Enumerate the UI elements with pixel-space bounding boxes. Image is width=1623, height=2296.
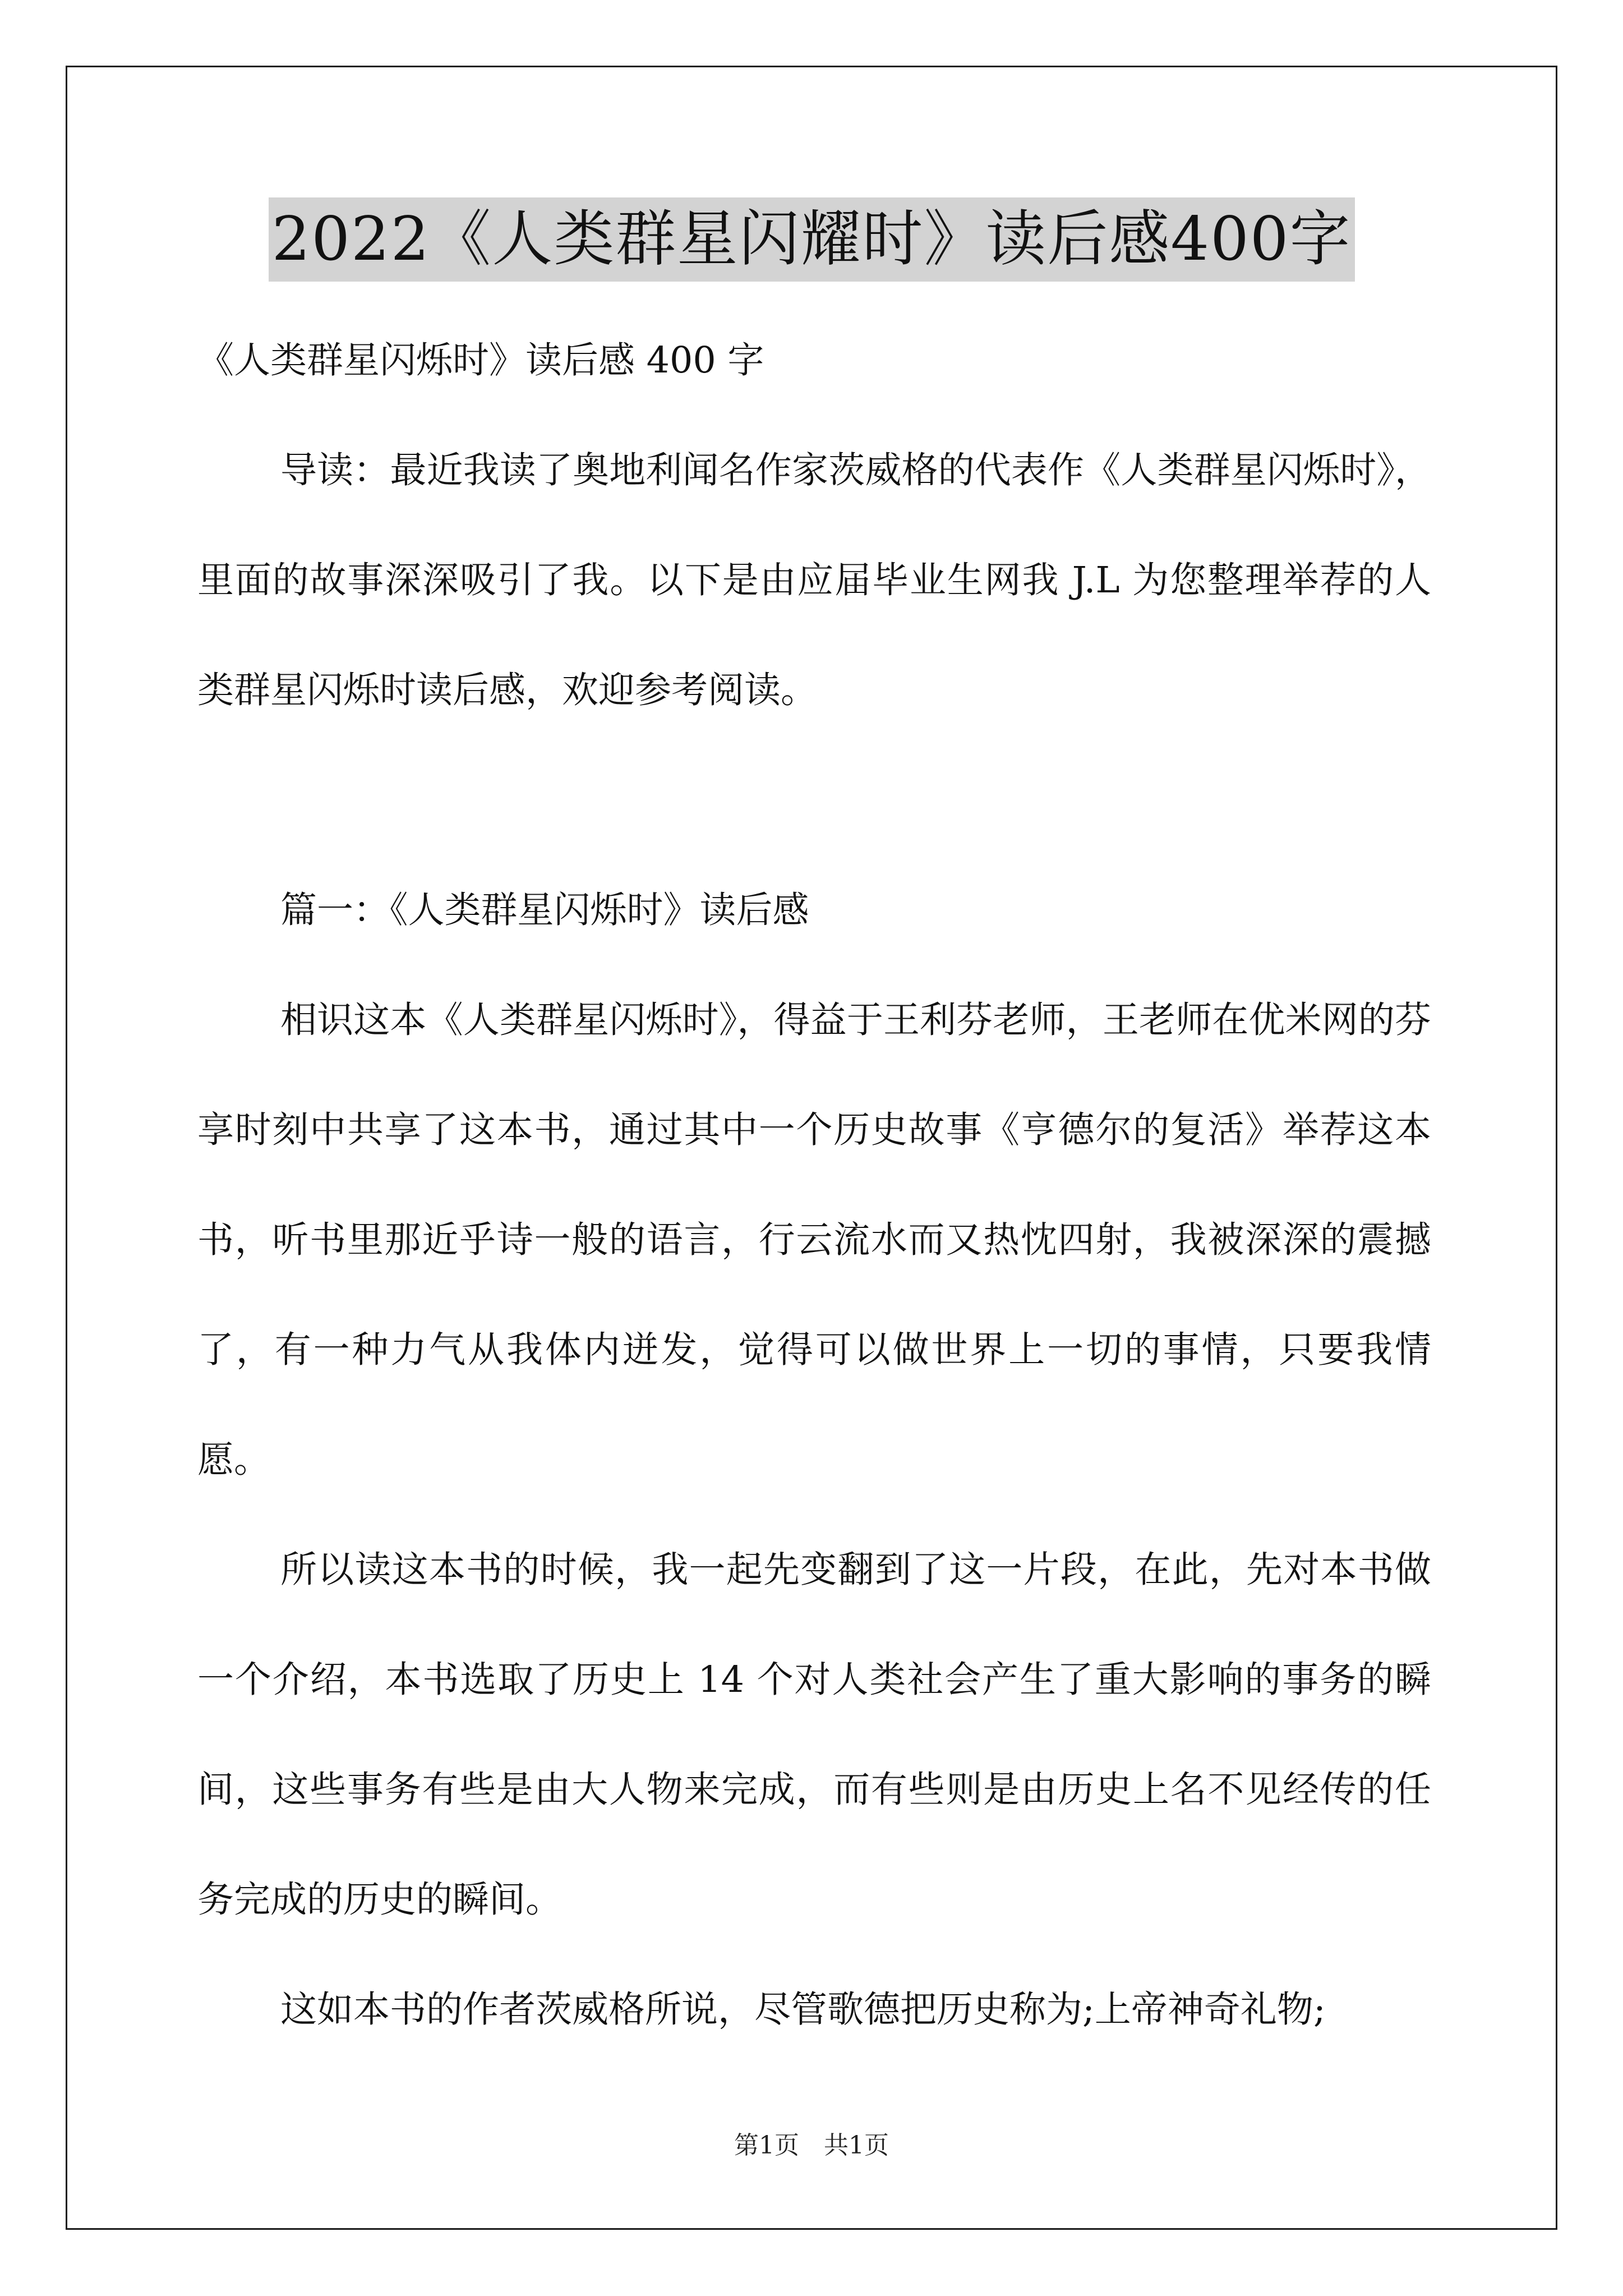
blank-line bbox=[197, 746, 1431, 855]
title-container bbox=[0, 197, 1623, 282]
page-footer: 第1页 共1页 bbox=[734, 2131, 889, 2160]
intro-paragraph: 导读：最近我读了奥地利闻名作家茨威格的代表作《人类群星闪烁时》，里面的故事深深吸引了我。以下是由应届毕业生网我 J.L 为您整理举荐的人类群星闪烁时读后感，欢迎参考阅读。 bbox=[197, 449, 1431, 711]
section-heading: 篇一：《人类群星闪烁时》读后感 bbox=[280, 889, 809, 931]
body-paragraph: 这如本书的作者茨威格所说，尽管歌德把历史称为;上帝神奇礼物; bbox=[280, 1989, 1326, 2031]
body-paragraph: 所以读这本书的时候，我一起先变翻到了这一片段，在此，先对本书做一个介绍，本书选取了历史上 14 个对人类社会产生了重大影响的事务的瞬间，这些事务有些是由大人物来完成，而有些则是由历史上名不见经传的任务完成的历史的瞬间。 bbox=[197, 1549, 1431, 1921]
subtitle: 《人类群星闪烁时》读后感 400 字 bbox=[197, 339, 764, 381]
document-body bbox=[197, 306, 1431, 2065]
document-title: 2022《人类群星闪耀时》读后感400字 bbox=[269, 197, 1355, 282]
body-paragraph: 相识这本《人类群星闪烁时》，得益于王利芬老师，王老师在优米网的芬享时刻中共享了这本书，通过其中一个历史故事《亨德尔的复活》举荐这本书，听书里那近乎诗一般的语言，行云流水而又热忱四射，我被深深的震撼了，有一种力气从我体内迸发，觉得可以做世界上一切的事情，只要我情愿。 bbox=[197, 999, 1431, 1481]
